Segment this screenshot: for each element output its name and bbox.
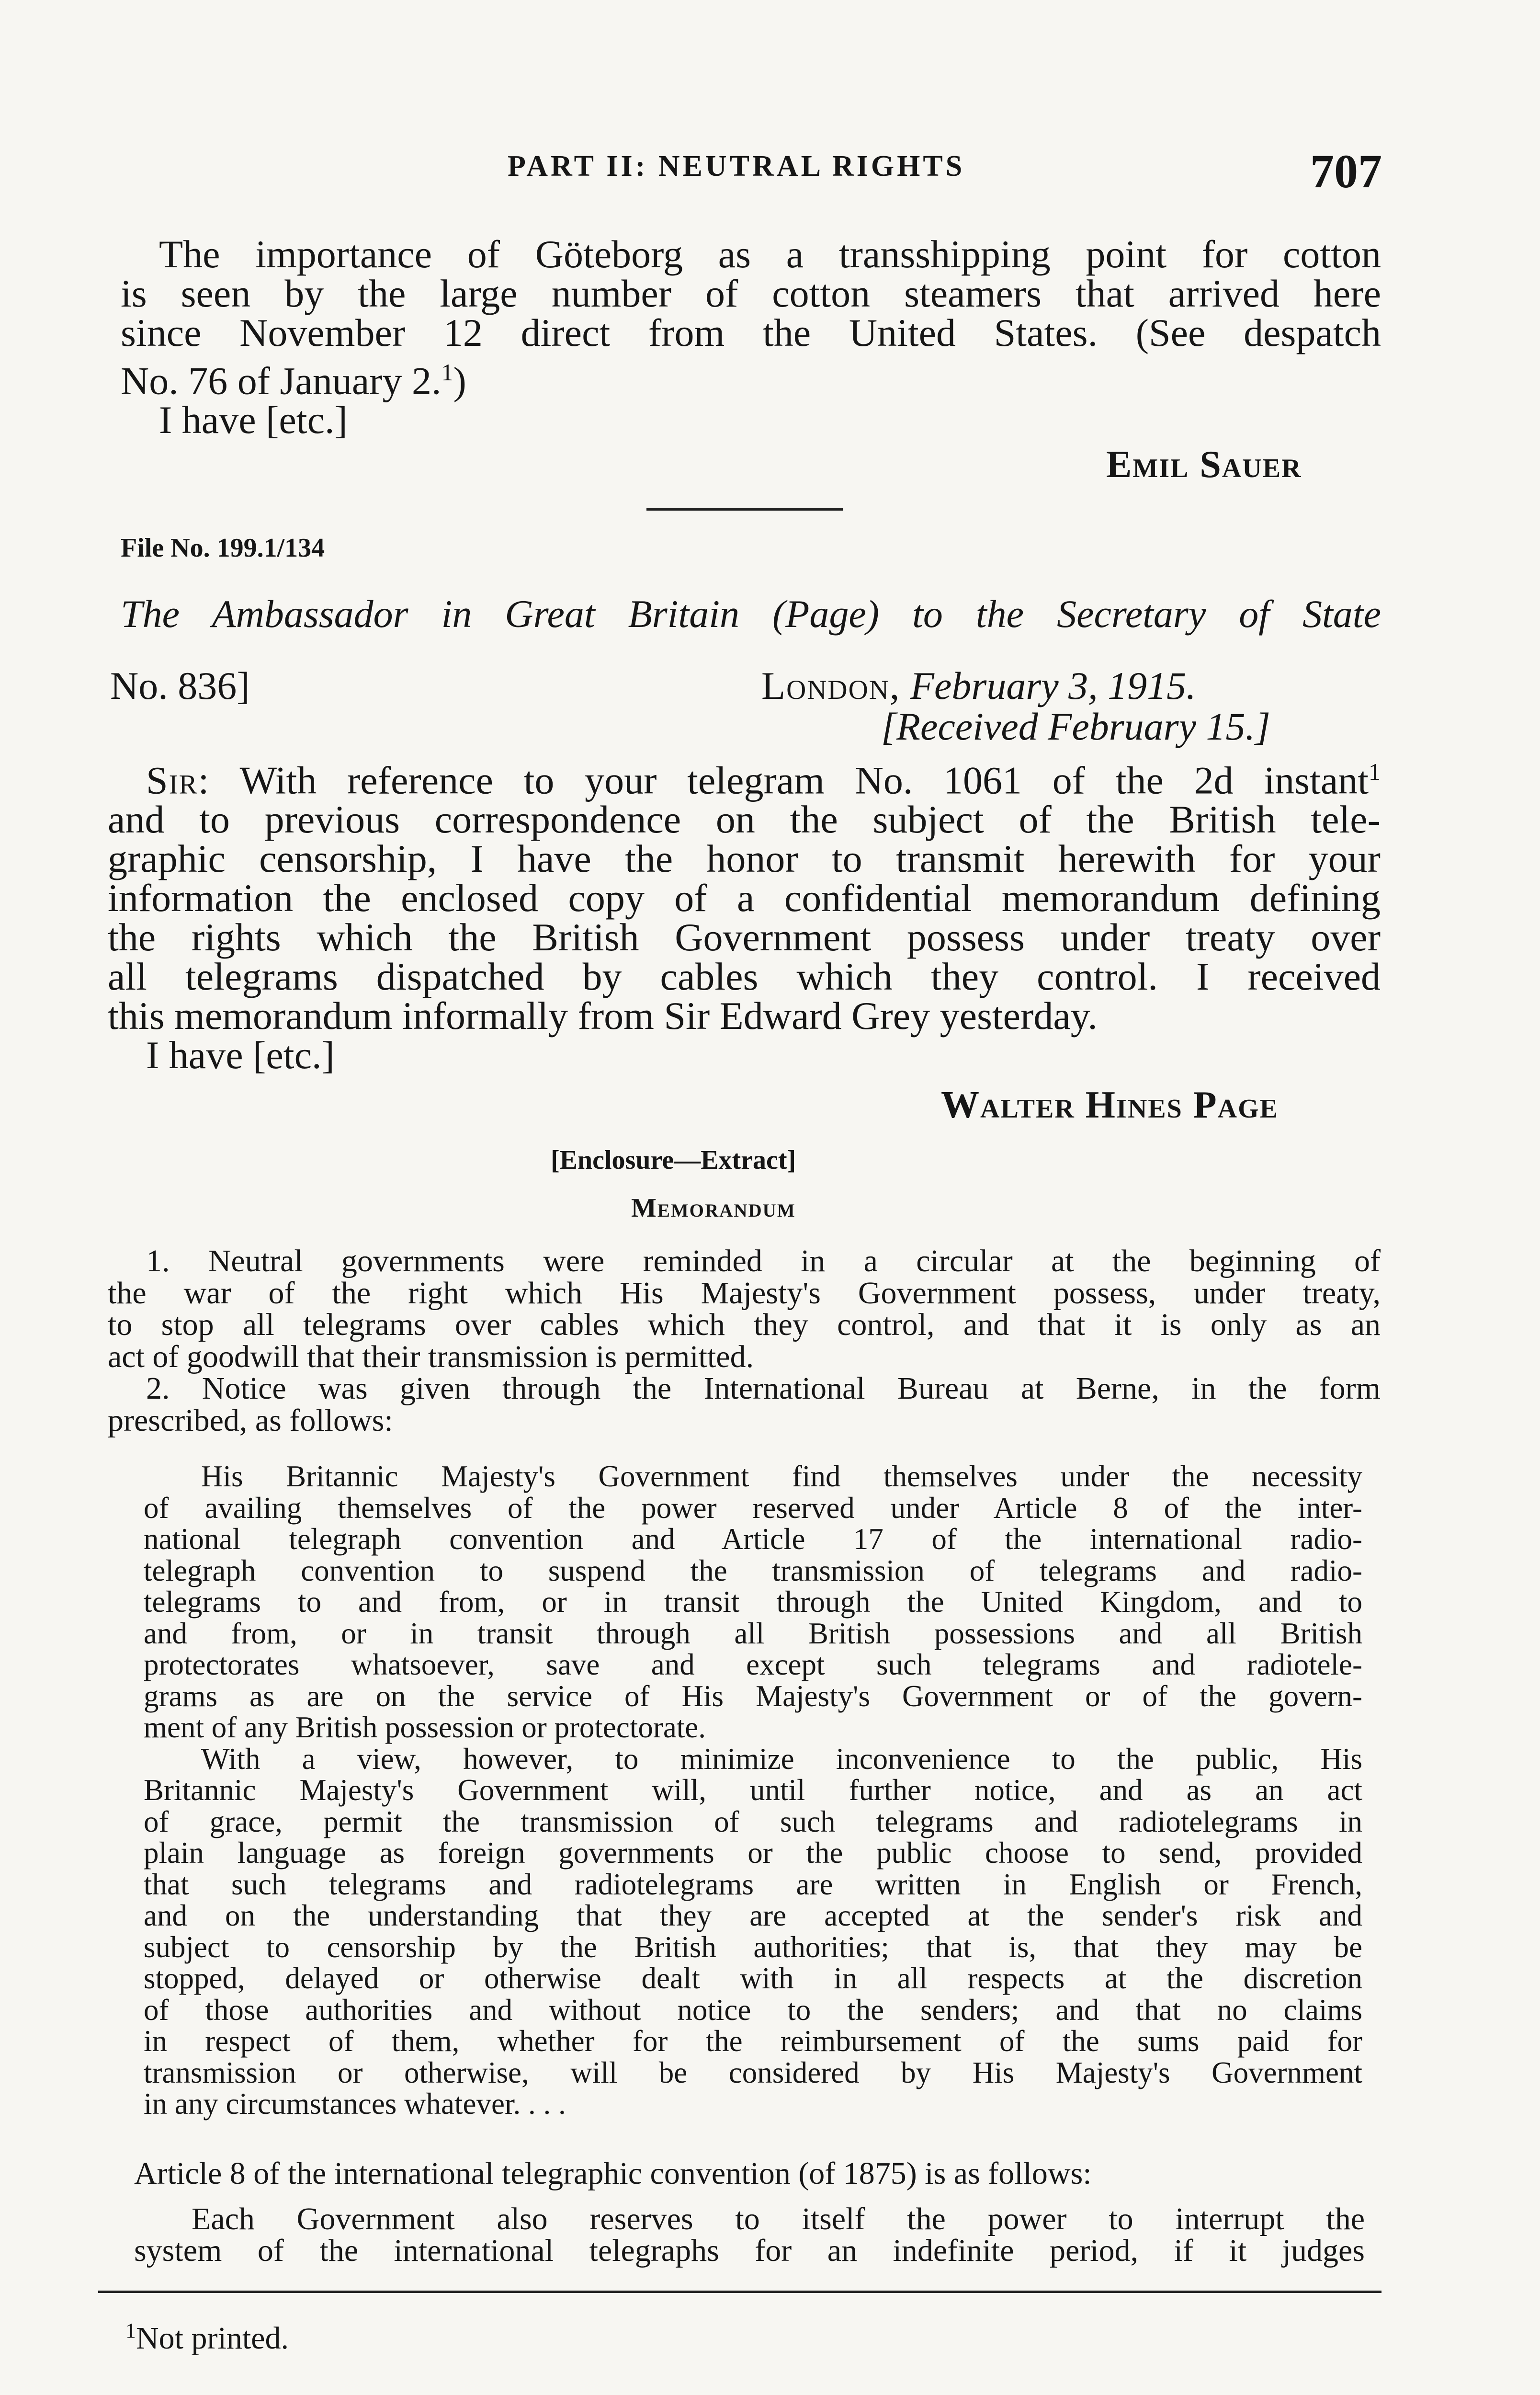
text-line: 1. Neutral governments were reminded in a circular at the beginning of <box>146 1243 1381 1278</box>
text-line: His Britannic Majesty's Government find themselves under the necessity <box>201 1460 1362 1493</box>
text-line: in any circumstances whatever. . . . <box>144 2087 566 2121</box>
text-line: telegrams to and from, or in transit through the United Kingdom, and to <box>144 1585 1362 1619</box>
text-line: stopped, delayed or otherwise dealt with in all respects at the discretion <box>144 1962 1362 1995</box>
footnote-ref: 1 <box>1369 758 1381 785</box>
text-line: and on the understanding that they are accepted at the sender's risk and <box>144 1899 1362 1932</box>
page-number: 707 <box>1310 145 1382 198</box>
text-line: in respect of them, whether for the reimbursement of the sums paid for <box>144 2024 1362 2058</box>
letter-body <box>108 752 1381 1075</box>
text-line: Britannic Majesty's Government will, until further notice, and as an act <box>144 1773 1362 1807</box>
document-title: The Ambassador in Great Britain (Page) to the Secretary of State <box>121 592 1381 636</box>
signature-sauer: Emil Sauer <box>1106 444 1302 486</box>
footnote-text: Not printed. <box>136 2321 289 2356</box>
text-line: information the enclosed copy of a confidential memorandum defining <box>108 876 1381 920</box>
text-line: that such telegrams and radiotelegrams are written in English or French, <box>144 1867 1362 1901</box>
text-line: of those authorities and without notice to the senders; and that no claims <box>144 1993 1362 2027</box>
footnote-divider <box>98 2291 1381 2293</box>
footnote <box>125 2318 289 2357</box>
text-line: telegraph convention to suspend the transmission of telegrams and radio- <box>144 1553 1362 1587</box>
closing: I have [etc.] <box>146 1033 335 1077</box>
text-line: and from, or in transit through all British possessions and all British <box>144 1616 1362 1650</box>
running-title: PART II: NEUTRAL RIGHTS <box>508 150 965 182</box>
text-line: No. 76 of January 2. <box>121 359 442 403</box>
text-line: to stop all telegrams over cables which they control, and that it is only as an <box>108 1307 1381 1342</box>
signature-page: Walter Hines Page <box>941 1084 1279 1126</box>
section-divider <box>646 508 843 511</box>
text-line: system of the international telegraphs for an indefinite period, if it judges <box>134 2233 1365 2268</box>
text-line: of grace, permit the transmission of such telegrams and radiotelegrams in <box>144 1804 1362 1838</box>
memorandum-heading: Memorandum <box>631 1193 796 1223</box>
article-intro: Article 8 of the international telegraphic convention (of 1875) is as follows: <box>134 2156 1092 2191</box>
place: London, <box>761 664 901 707</box>
enclosure-label: [Enclosure—Extract] <box>551 1145 796 1175</box>
text-line: ment of any British possession or protectorate. <box>144 1711 706 1744</box>
footnote-marker: 1 <box>125 2319 136 2342</box>
article-text <box>134 2203 1365 2267</box>
date: February 3, 1915. <box>910 664 1196 707</box>
running-header <box>508 149 965 183</box>
memo-para-1 <box>108 1245 1381 1437</box>
text-line: all telegrams dispatched by cables which they control. I received <box>108 955 1381 999</box>
closing: I have [etc.] <box>159 398 348 442</box>
prior-letter-paragraph <box>121 232 1381 442</box>
text-line: plain language as foreign governments or the public choose to send, provided <box>144 1836 1362 1870</box>
text-line: since November 12 direct from the United States. (See despatch <box>121 311 1381 354</box>
text-line: With a view, however, to minimize inconvenience to the public, His <box>201 1742 1362 1776</box>
memo-quote-1 <box>144 1461 1362 2120</box>
text-line: grams as are on the service of His Majesty's Government or of the govern- <box>144 1679 1362 1713</box>
text-line: The importance of Göteborg as a transshipping point for cotton <box>159 232 1381 276</box>
text-line: the rights which the British Government possess under treaty over <box>108 915 1381 959</box>
file-number: File No. 199.1/134 <box>121 533 325 563</box>
text-line: and to previous correspondence on the subject of the British tele- <box>108 798 1381 842</box>
text-line: Each Government also reserves to itself the power to interrupt the <box>192 2201 1365 2236</box>
text-line: act of goodwill that their transmission is permitted. <box>108 1339 754 1374</box>
received-date: [Received February 15.] <box>881 705 1270 748</box>
despatch-number: No. 836] <box>110 664 250 707</box>
text-line: of availing themselves of the power reserved under Article 8 of the inter- <box>144 1491 1362 1525</box>
text-line: subject to censorship by the British authorities; that is, that they may be <box>144 1930 1362 1964</box>
footnote-ref: 1 <box>441 359 453 386</box>
text-line: 2. Notice was given through the International Bureau at Berne, in the form <box>146 1371 1381 1406</box>
text-line: the war of the right which His Majesty's Government possess, under treaty, <box>108 1275 1381 1311</box>
text-line: national telegraph convention and Article 17 of the international radio- <box>144 1522 1362 1556</box>
dateline <box>761 663 1196 708</box>
text-line: With reference to your telegram No. 1061 of the 2d instant <box>239 758 1369 802</box>
salutation: Sir: <box>146 758 210 802</box>
text-line-end: ) <box>453 359 466 403</box>
text-line: prescribed, as follows: <box>108 1403 393 1438</box>
text-line: is seen by the large number of cotton steamers that arrived here <box>121 272 1381 315</box>
text-line: this memorandum informally from Sir Edward Grey yesterday. <box>108 994 1098 1038</box>
text-line: graphic censorship, I have the honor to transmit herewith for your <box>108 837 1381 881</box>
text-line: transmission or otherwise, will be considered by His Majesty's Government <box>144 2055 1362 2089</box>
text-line: protectorates whatsoever, save and except such telegrams and radiotele- <box>144 1648 1362 1681</box>
